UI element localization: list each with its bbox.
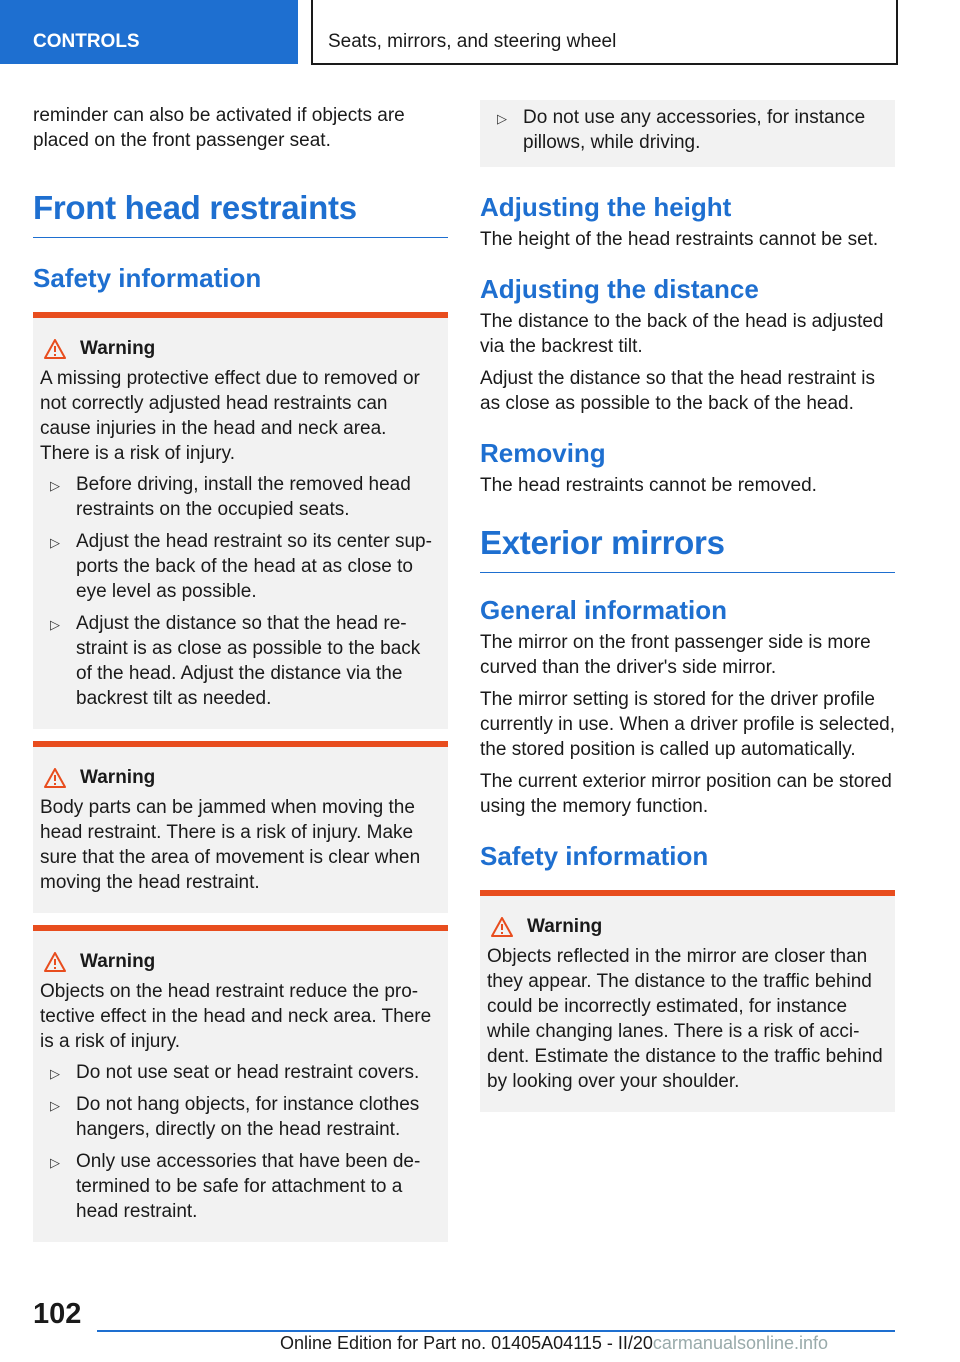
removing-text: The head restraints cannot be removed. [480, 475, 817, 496]
footer-edition: Online Edition for Part no. 01405A04115 - II/20carmanualsonline.info [280, 1333, 829, 1353]
triangle-bullet-icon: ▷ [50, 1098, 60, 1113]
general-text: The mirror on the front passenger side is more curved than the driver's side mirror. [480, 632, 871, 678]
warning-bullet-list [40, 472, 441, 711]
triangle-bullet-icon: ▷ [50, 478, 60, 493]
warning-title: Warning [40, 767, 441, 789]
chapter-label: Seats, mirrors, and steering wheel [328, 31, 617, 52]
list-item: ▷ Do not use any accessories, for instance pillows, while driving. [497, 107, 866, 153]
warning-title: Warning [487, 916, 888, 938]
continued-warning-box [480, 100, 895, 167]
heading-general-information: General information [480, 595, 728, 625]
general-text: The mirror setting is stored for the driver profile currently in use. When a driver profile is selected, the stored position is called up automatically. [480, 689, 896, 760]
heading-removing: Removing [480, 438, 606, 468]
list-item: ▷ Only use accessories that have been de-termined to be safe for attachment to a head restraint. [50, 1151, 421, 1222]
list-item: ▷ Do not use seat or head restraint covers. [40, 1060, 441, 1085]
triangle-bullet-icon: ▷ [50, 1155, 60, 1170]
warning-text: A missing protective effect due to removed or not correctly adjusted head restraints can cause injuries in the head and neck area. There is a risk of injury. [40, 368, 420, 464]
height-text: The height of the head restraints cannot be set. [480, 229, 879, 250]
general-text: The current exterior mirror position can be stored using the memory function. [480, 771, 892, 817]
warning-title: Warning [40, 951, 441, 973]
triangle-bullet-icon: ▷ [50, 1066, 60, 1081]
warning-box [33, 312, 448, 729]
distance-text: The distance to the back of the head is adjusted via the backrest tilt. [480, 311, 884, 357]
warning-box [33, 741, 448, 913]
right-column [480, 100, 895, 1112]
page-number: 102 [33, 1298, 82, 1330]
warning-text: Objects on the head restraint reduce the pro-tective effect in the head and neck area. There is a risk of injury. [40, 981, 432, 1052]
section-tab [0, 0, 298, 64]
warning-triangle-icon [44, 952, 66, 972]
heading-safety-information: Safety information [33, 263, 262, 293]
heading-adjusting-distance: Adjusting the distance [480, 274, 759, 304]
warning-box [480, 890, 895, 1112]
section-label: CONTROLS [33, 31, 140, 52]
warning-box [33, 925, 448, 1242]
chapter-tab [311, 0, 898, 65]
intro-text: reminder can also be activated if objects are placed on the front passenger seat. [33, 105, 405, 151]
list-item: ▷ Before driving, install the removed head restraints on the occupied seats. [50, 474, 411, 520]
warning-triangle-icon [44, 339, 66, 359]
triangle-bullet-icon: ▷ [497, 111, 507, 126]
triangle-bullet-icon: ▷ [50, 535, 60, 550]
left-column [33, 100, 448, 1242]
warning-triangle-icon [491, 917, 513, 937]
heading-exterior-mirrors: Exterior mirrors [480, 524, 895, 573]
warning-bullet-list [487, 105, 888, 155]
warning-text: Body parts can be jammed when moving the head restraint. There is a risk of injury. Make sure that the area of movement is clear when moving the head restraint. [40, 797, 421, 893]
warning-text: Objects reflected in the mirror are closer than they appear. The distance to the traffic behind could be incorrectly estimated, for instance while changing lanes. There is a risk of acci-dent. Estimate the distance to the traffic behind by looking over your shoulder. [487, 946, 883, 1092]
list-item: ▷ Adjust the distance so that the head re-straint is as close as possible to the back of the head. Adjust the distance via the backrest tilt as needed. [50, 613, 421, 709]
list-item: ▷ Do not hang objects, for instance clothes hangers, directly on the head restraint. [50, 1094, 420, 1140]
footer-divider [97, 1330, 895, 1332]
distance-text: Adjust the distance so that the head restraint is as close as possible to the back of the head. [480, 368, 876, 414]
heading-front-head-restraints: Front head restraints [33, 189, 448, 238]
triangle-bullet-icon: ▷ [50, 617, 60, 632]
warning-title: Warning [40, 338, 441, 360]
warning-bullet-list [40, 1060, 441, 1224]
watermark: carmanualsonline.info [652, 1333, 829, 1353]
heading-adjusting-height: Adjusting the height [480, 192, 732, 222]
heading-safety-information: Safety information [480, 841, 709, 871]
list-item: ▷ Adjust the head restraint so its center sup-ports the back of the head at as close to eye level as possible. [50, 531, 432, 602]
warning-triangle-icon [44, 768, 66, 788]
